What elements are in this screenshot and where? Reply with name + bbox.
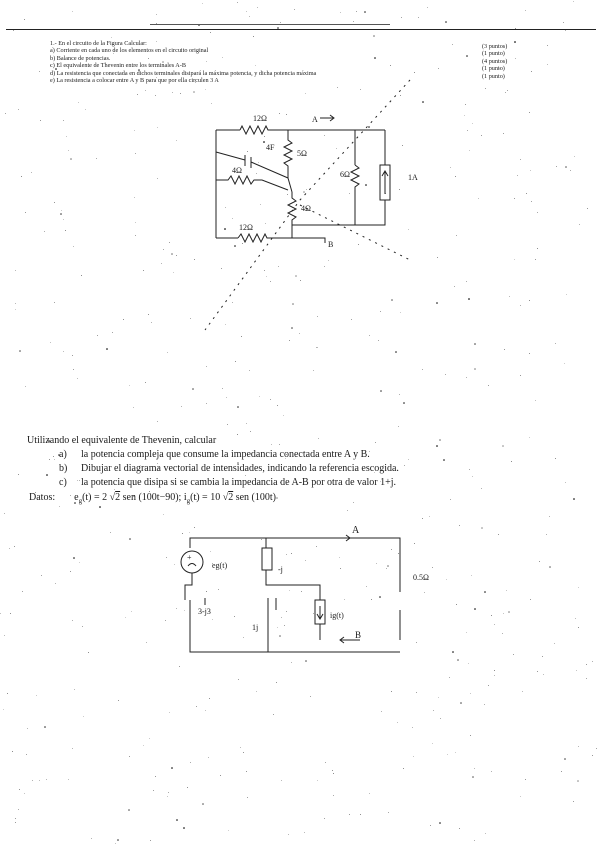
- item-a-mark: a): [59, 449, 67, 460]
- c2-label-node-a: A: [352, 525, 360, 536]
- points-d: (1 punto): [482, 65, 505, 73]
- label-r-left: 4Ω: [232, 166, 242, 175]
- problem-1-item-c: c) El equivalente de Thevenin entre los terminales A-B: [50, 62, 186, 70]
- data-i-end: sen (100t): [233, 492, 276, 503]
- data-e-mid: (t) = 2: [82, 492, 110, 503]
- svg-text:+: +: [187, 553, 192, 562]
- c2-label-z-right: 0.5Ω: [413, 573, 429, 582]
- data-e: e: [74, 492, 79, 503]
- c2-label-src-v: eg(t): [212, 561, 228, 570]
- points-c: (4 puntos): [482, 57, 508, 65]
- data-label: Datos:: [29, 492, 56, 503]
- voltage-source-eg: [181, 551, 203, 573]
- label-node-a: A: [312, 115, 318, 124]
- item-b-mark: b): [59, 463, 68, 474]
- data-sqrt-2: 2: [228, 492, 234, 503]
- problem-1-intro: 1.- En el circuito de la Figura Calcular:: [50, 40, 147, 47]
- data-i-mid: (t) = 10: [190, 492, 223, 503]
- label-cap: 4F: [266, 143, 275, 152]
- item-a-text: la potencia compleja que consume la impedancia conectada entre A y B.: [81, 449, 370, 460]
- c2-label-z-j: 1j: [252, 623, 259, 632]
- c2-label-z-3j3: 3-j3: [198, 607, 211, 616]
- item-c-mark: c): [59, 477, 67, 488]
- data-i-sub: g: [186, 497, 191, 505]
- c2-label-node-b: B: [355, 630, 362, 640]
- problem-1-item-d: d) La resistencia que conectada en dichos terminales disipará la máxima potencia, y dicha potencia máxima: [50, 69, 317, 77]
- data-sqrt-1: 2: [115, 492, 121, 503]
- data-e-end: sen (100t−90);: [120, 492, 182, 503]
- sqrt-symbol-1: √: [109, 492, 116, 503]
- points-a: (3 puntos): [482, 43, 508, 50]
- sqrt-symbol-2: √: [222, 492, 229, 503]
- item-b-text: Dibujar el diagrama vectorial de intensidades, indicando la referencia escogida.: [81, 463, 399, 474]
- label-r-mid: 6Ω: [340, 170, 350, 179]
- points-e: (1 punto): [482, 72, 505, 80]
- impedance-1j: [268, 598, 276, 632]
- points-b: (1 punto): [482, 50, 505, 58]
- label-r-vert: 5Ω: [297, 149, 307, 158]
- label-r-bottom-mid: 4Ω: [301, 204, 311, 213]
- item-c-text: la potencia que disipa si se cambia la impedancia de A-B por otra de valor 1+j.: [81, 477, 396, 488]
- c2-label-z-mid: -j: [278, 565, 283, 574]
- c2-label-src-i: ig(t): [330, 611, 344, 620]
- problem-2-intro: Utilizando el equivalente de Thevenin, calcular: [27, 435, 217, 446]
- label-source: 1A: [408, 173, 418, 182]
- problem-1-item-e: e) La resistencia a colocar entre A y B para que por ella circulen 3 A: [50, 77, 219, 85]
- label-node-b: B: [328, 240, 334, 249]
- problem-1-item-a: a) Corriente en cada uno de los elementos en el circuito original: [50, 47, 209, 55]
- problem-1-item-b: b) Balance de potencias.: [50, 54, 111, 62]
- label-r-top: 12Ω: [253, 114, 267, 123]
- data-i: i: [181, 492, 187, 503]
- impedance-j-top: [262, 548, 272, 570]
- data-e-sub: g: [78, 497, 83, 505]
- label-r-bottom: 12Ω: [239, 223, 253, 232]
